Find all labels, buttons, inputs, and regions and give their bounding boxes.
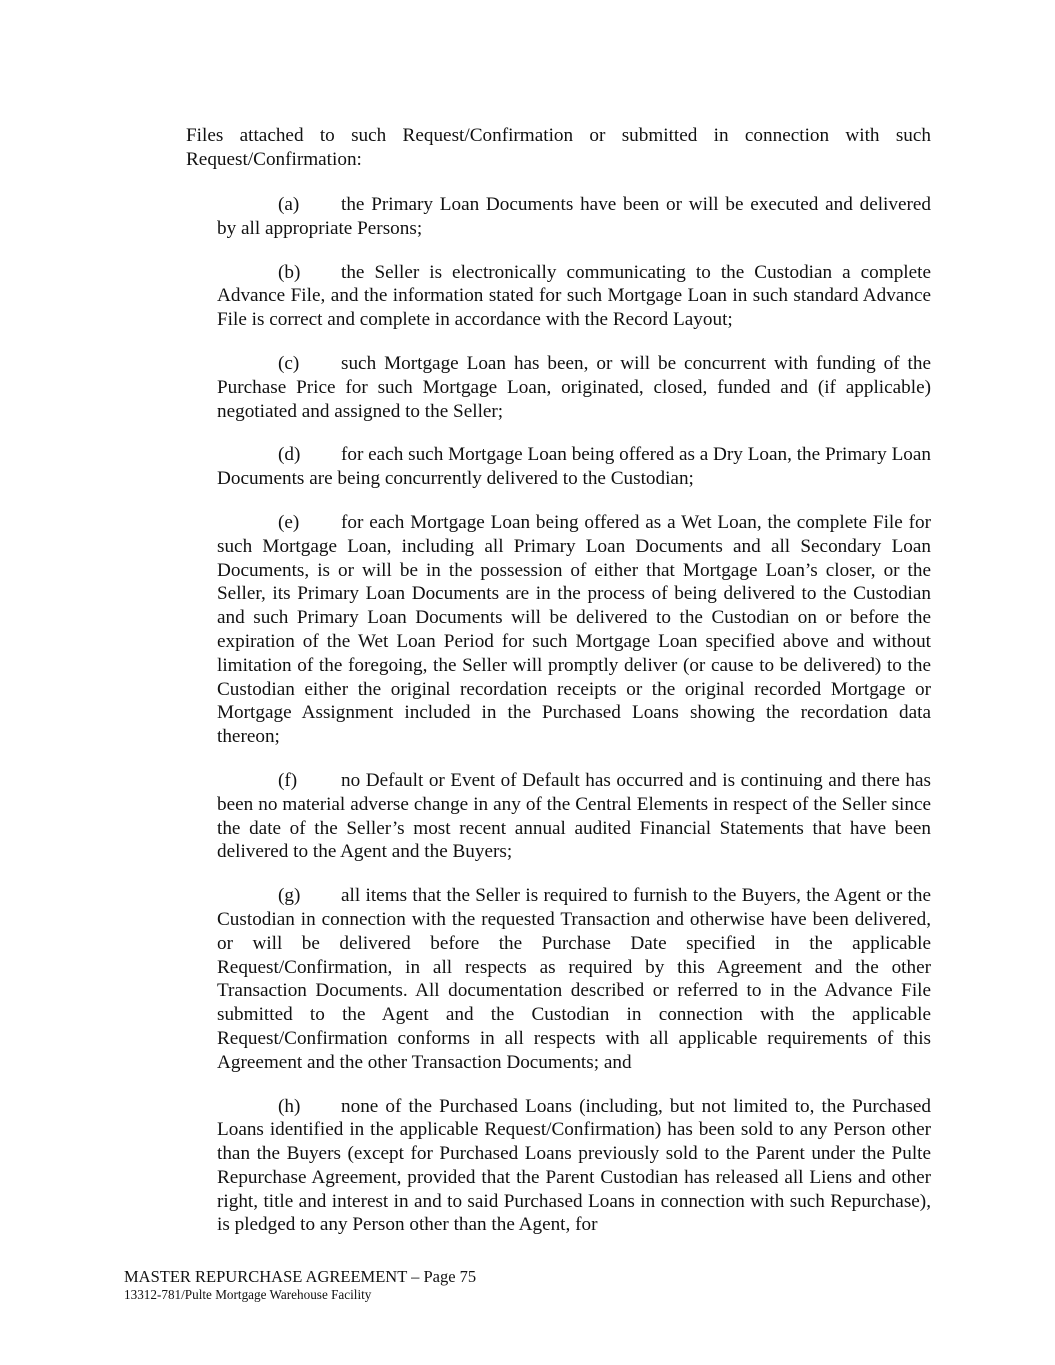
clause-e <box>217 511 931 749</box>
intro-paragraph: Files attached to such Request/Confirmation or submitted in connection with such Request/Confirmation: <box>186 125 931 170</box>
clause-text: none of the Purchased Loans (including, but not limited to, the Purchased Loans identified in the applicable Request/Confirmation) has been sold to any Person other than the Buyers (except for Purchased Loans previously sold to the Parent under the Pulte Repurchase Agreement, provided that the Parent Custodian has released all Liens and other right, title and interest in and to said Purchased Loans in connection with such Repurchase), is pledged to any Person other than the Agent, for <box>217 1095 931 1236</box>
clause-list <box>217 193 931 1257</box>
clause-text: for each Mortgage Loan being offered as a Wet Loan, the complete File for such Mortgage Loan, including all Primary Loan Documents and all Secondary Loan Documents, is or will be in the possession of either that Mortgage Loan’s closer, or the Seller, its Primary Loan Documents are in the process of being delivered to the Custodian and such Primary Loan Documents will be delivered to the Custodian on or before the expiration of the Wet Loan Period for such Mortgage Loan specified above and without limitation of the foregoing, the Seller will promptly deliver (or cause to be delivered) to the Custodian either the original recordation receipts or the original recorded Mortgage or Mortgage Assignment included in the Purchased Loans showing the recordation data thereon; <box>217 511 931 748</box>
clause-label: (g) <box>278 885 301 907</box>
page-footer <box>124 1267 476 1302</box>
clause-text: such Mortgage Loan has been, or will be concurrent with funding of the Purchase Price for such Mortgage Loan, originated, closed, funded and (if applicable) negotiated and assigned to the Seller; <box>217 352 931 422</box>
clause-label: (d) <box>278 444 301 466</box>
clause-text: all items that the Seller is required to furnish to the Buyers, the Agent or the Custodian in connection with the requested Transaction and otherwise have been delivered, or will be delivered before the Purchase Date specified in the applicable Request/Confirmation, in all respects as required by this Agreement and the other Transaction Documents. All documentation described or referred to in the Advance File submitted to the Agent and the Custodian in connection with the applicable Request/Confirmation conforms in all respects with all applicable requirements of this Agreement and the other Transaction Documents; and <box>217 885 931 1073</box>
clause-label: (a) <box>278 194 300 215</box>
clause-label: (e) <box>278 511 300 533</box>
clause-label: (h) <box>278 1095 301 1117</box>
clause-label: (f) <box>278 769 298 791</box>
clause-a <box>217 193 931 241</box>
clause-c <box>217 352 931 423</box>
footer-reference: 13312-781/Pulte Mortgage Warehouse Facility <box>124 1287 372 1302</box>
clause-text: for each such Mortgage Loan being offered as a Dry Loan, the Primary Loan Documents are being concurrently delivered to the Custodian; <box>217 444 931 490</box>
clause-b <box>217 261 931 332</box>
clause-label: (b) <box>278 261 301 283</box>
footer-title: MASTER REPURCHASE AGREEMENT – Page 75 <box>124 1267 477 1286</box>
clause-g <box>217 884 931 1074</box>
clause-h <box>217 1095 931 1238</box>
clause-text: no Default or Event of Default has occurred and is continuing and there has been no material adverse change in any of the Central Elements in respect of the Seller since the date of the Seller’s most recent annual audited Financial Statements that have been delivered to the Agent and the Buyers; <box>217 769 931 863</box>
clause-d <box>217 443 931 491</box>
clause-f <box>217 769 931 864</box>
clause-text: the Seller is electronically communicating to the Custodian a complete Advance File, and the information stated for such Mortgage Loan in such standard Advance File is correct and complete in accordance with the Record Layout; <box>217 261 931 331</box>
clause-text: the Primary Loan Documents have been or will be executed and delivered by all appropriate Persons; <box>217 194 931 239</box>
clause-label: (c) <box>278 352 300 374</box>
